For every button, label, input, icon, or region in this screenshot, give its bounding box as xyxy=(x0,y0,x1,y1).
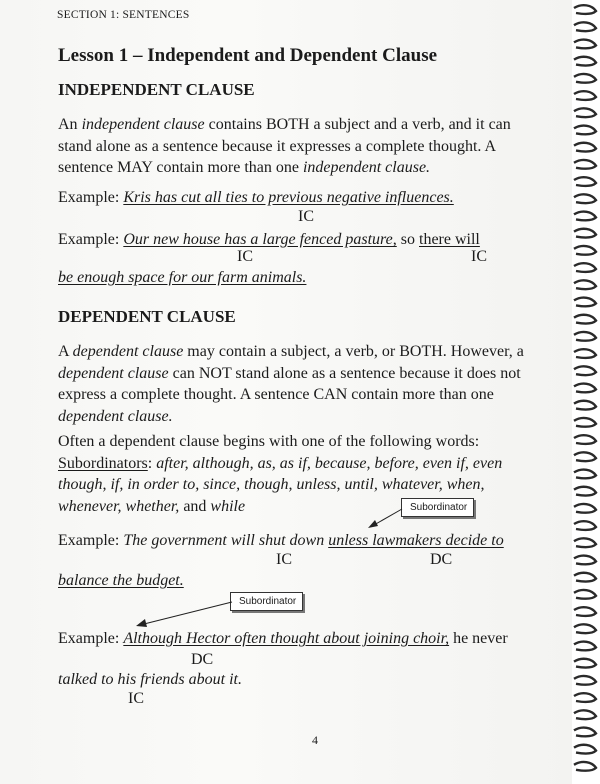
spiral-coil xyxy=(574,487,596,496)
spiral-coil xyxy=(574,366,596,375)
definition-line xyxy=(58,406,524,428)
example-dc-text: balance the budget. xyxy=(58,572,184,589)
independent-definition xyxy=(58,114,511,179)
spiral-coil xyxy=(574,177,596,186)
example-ic-text: Kris has cut all ties to previous negative influences. xyxy=(123,189,454,206)
subordinator-callout: Subordinator xyxy=(401,498,474,517)
subordinators-line xyxy=(58,453,502,475)
spiral-coil xyxy=(574,315,596,324)
dependent-definition xyxy=(58,341,524,427)
subordinator-words: whenever, whether, xyxy=(58,497,180,515)
definition-line xyxy=(58,114,511,136)
spiral-coil xyxy=(574,91,596,100)
spiral-coil xyxy=(574,659,596,668)
spiral-coil xyxy=(574,710,596,719)
ic-tag: IC xyxy=(237,248,253,265)
spiral-coil xyxy=(574,22,596,31)
spiral-coil xyxy=(574,57,596,66)
example-ic-text: he never xyxy=(449,630,508,647)
spiral-coil xyxy=(574,573,596,582)
spiral-coil xyxy=(574,401,596,410)
spiral-coil xyxy=(574,521,596,530)
spiral-coil xyxy=(574,349,596,358)
spiral-coil xyxy=(574,693,596,702)
spiral-coil xyxy=(574,504,596,513)
spiral-coil xyxy=(574,246,596,255)
example-label: Example: xyxy=(58,532,124,549)
dependent-heading: DEPENDENT CLAUSE xyxy=(58,307,236,326)
spiral-binding xyxy=(572,0,600,784)
term: dependent clause xyxy=(58,364,169,382)
ic-tag: IC xyxy=(276,551,292,568)
spiral-coil xyxy=(574,108,596,117)
conjunction: so xyxy=(396,231,419,248)
subordinator-callout: Subordinator xyxy=(230,592,303,611)
definition-line xyxy=(58,363,524,385)
example-4 xyxy=(58,628,508,650)
example-2 xyxy=(58,229,480,251)
definition-line xyxy=(58,341,524,363)
spiral-coil xyxy=(574,160,596,169)
example-ic-text: there will xyxy=(419,231,480,248)
example-dc-text: Although Hector often thought about joining choir, xyxy=(123,630,450,647)
example-2-continued xyxy=(58,267,306,289)
subordinator-words: though, if, in order to, since, though, unless, until, whatever, when, xyxy=(58,476,485,493)
spiral-coil xyxy=(574,5,596,14)
definition-line xyxy=(58,136,511,158)
ic-tag: IC xyxy=(471,248,487,265)
example-label: Example: xyxy=(58,189,124,206)
subordinators-line xyxy=(58,474,502,496)
definition-line xyxy=(58,384,524,406)
spiral-coil xyxy=(574,384,596,393)
ic-tag: IC xyxy=(298,208,314,225)
text: contains BOTH a subject and a verb, and it can xyxy=(204,116,511,133)
term: independent clause. xyxy=(302,159,431,176)
spiral-coil xyxy=(574,624,596,633)
term: dependent clause xyxy=(72,343,184,360)
example-ic-text: The government will shut down xyxy=(123,532,329,549)
spiral-coil xyxy=(574,607,596,616)
spiral-coil xyxy=(574,762,596,771)
page-number: 4 xyxy=(312,733,318,747)
example-label: Example: xyxy=(58,231,124,248)
callout-arrow-icon xyxy=(130,596,236,630)
text: An xyxy=(58,116,82,133)
example-ic-text: Our new house has a large fenced pasture, xyxy=(123,231,397,248)
definition-line xyxy=(58,157,511,179)
text: express a complete thought. A sentence CAN contain more than one xyxy=(58,386,494,403)
example-dc-text: unless lawmakers decide to xyxy=(328,532,504,549)
spiral-coil xyxy=(574,538,596,547)
text: can NOT stand alone as a sentence because it does not xyxy=(168,364,521,382)
term: dependent clause. xyxy=(58,407,173,425)
example-ic-text: be enough space for our farm animals. xyxy=(58,269,307,286)
example-4-continued xyxy=(58,669,242,691)
spiral-coil xyxy=(574,676,596,685)
spiral-coil xyxy=(574,745,596,754)
subordinators-label: Subordinators xyxy=(58,454,148,472)
text: : xyxy=(147,454,157,472)
independent-heading: INDEPENDENT CLAUSE xyxy=(58,80,255,99)
example-ic-text: talked to his friends about it. xyxy=(58,671,242,688)
example-3-continued xyxy=(58,570,184,592)
ic-tag: IC xyxy=(128,690,144,707)
spiral-coil xyxy=(574,280,596,289)
spiral-coil xyxy=(574,470,596,479)
spiral-coil xyxy=(574,452,596,461)
spiral-coil xyxy=(574,418,596,427)
section-header: SECTION 1: SENTENCES xyxy=(57,9,190,21)
spiral-coil xyxy=(574,556,596,565)
dc-tag: DC xyxy=(191,651,214,668)
spiral-coil xyxy=(574,263,596,272)
spiral-coil xyxy=(574,229,596,238)
spiral-coil xyxy=(574,126,596,135)
text: and xyxy=(179,497,211,515)
intro-line: Often a dependent clause begins with one of the following words: xyxy=(58,433,480,450)
example-label: Example: xyxy=(58,630,124,647)
spiral-coil xyxy=(574,143,596,152)
subordinator-words: after, although, as, as if, because, before, even if, even xyxy=(156,454,503,472)
subordinator-words: while xyxy=(210,497,246,515)
text: A xyxy=(58,343,73,360)
text: stand alone as a sentence because it expresses a complete thought. A xyxy=(58,137,497,155)
callout-arrow-icon xyxy=(360,505,410,531)
text: sentence MAY contain more than one xyxy=(58,159,303,176)
spiral-coil xyxy=(574,642,596,651)
lesson-title: Lesson 1 – Independent and Dependent Clause xyxy=(58,45,438,66)
spiral-coil xyxy=(574,728,596,737)
example-1 xyxy=(58,187,454,209)
example-3 xyxy=(58,530,504,552)
spiral-coil xyxy=(574,298,596,307)
spiral-coil xyxy=(574,74,596,83)
spiral-coil xyxy=(574,332,596,341)
spiral-coil xyxy=(574,212,596,221)
text: may contain a subject, a verb, or BOTH. However, a xyxy=(183,343,524,360)
spiral-coil xyxy=(574,590,596,599)
dc-tag: DC xyxy=(430,551,453,568)
spiral-coil xyxy=(574,435,596,444)
spiral-coil xyxy=(574,40,596,49)
spiral-coil xyxy=(574,194,596,203)
term: independent clause xyxy=(81,116,205,133)
